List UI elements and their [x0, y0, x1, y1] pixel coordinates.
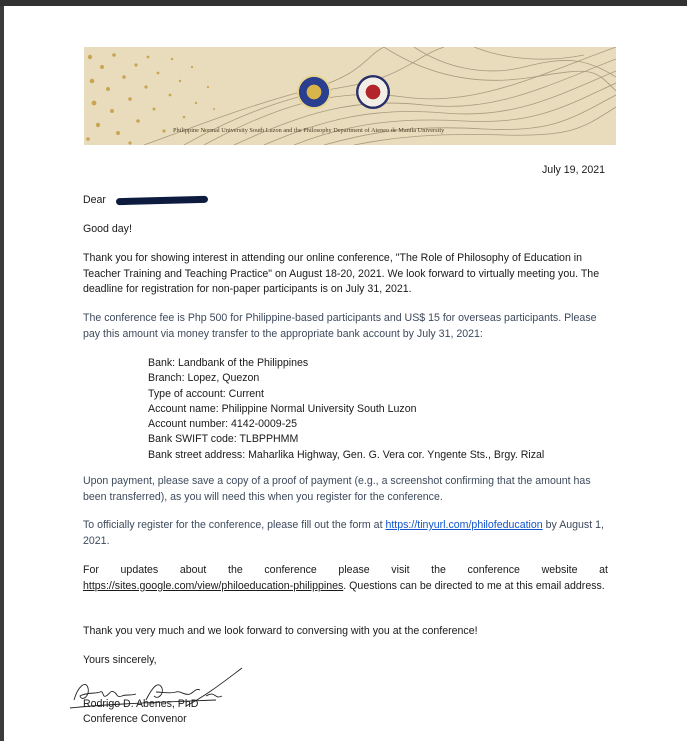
account-number: Account number: 4142-0009-25: [148, 418, 298, 431]
signer-title: Conference Convenor: [83, 713, 187, 725]
paragraph-intro: Thank you for showing interest in attending our online conference, "The Role of Philosophy of Education in Teacher Training and Teaching Practice" on August 18-20, 2021. We look forward to virtually meeting you. The deadline for registration for non-paper participants is on July 31, 2021.: [83, 252, 600, 295]
bank-name: Bank: Landbank of the Philippines: [148, 357, 309, 369]
account-type: Type of account: Current: [148, 387, 265, 400]
bank-branch: Branch: Lopez, Quezon: [148, 372, 260, 385]
paragraph-fee: The conference fee is Php 500 for Philippine-based participants and US$ 15 for overseas participants. Please pay this amount via money transfer to the appropriate bank account by July 31, 2021:: [83, 312, 597, 340]
paragraph-registration: [83, 518, 608, 549]
banner-caption: Philippine Normal University South Luzon and the Philosophy Department of Ateneo de Manila University: [173, 127, 445, 134]
registration-deadline-text: by August 1, 2021.: [83, 519, 604, 547]
bank-address: Bank street address: Maharlika Highway, Gen. G. Vera cor. Yngente Sts., Brgy. Rizal: [148, 448, 545, 461]
website-text: For updates about the conference please visit the conference website at: [83, 564, 608, 576]
paragraph-website: [83, 563, 608, 594]
redacted-name: [116, 196, 208, 205]
signer-name: Rodrigo D. Abenes, PhD: [83, 698, 199, 710]
questions-text: . Questions can be directed to me at this email address.: [343, 579, 605, 592]
letter-page: [4, 6, 687, 741]
ateneo-seal-icon: [356, 75, 390, 109]
greeting: Good day!: [83, 223, 132, 235]
letterhead-banner: [84, 47, 616, 145]
conference-website-link[interactable]: https://sites.google.com/view/philoeducation-philippines: [83, 579, 344, 592]
account-name: Account name: Philippine Normal University South Luzon: [148, 402, 417, 415]
paragraph-thanks: Thank you very much and we look forward to conversing with you at the conference!: [83, 625, 478, 637]
registration-text: To officially register for the conference, please fill out the form at: [83, 519, 386, 531]
university-seal-icon: [297, 75, 331, 109]
paragraph-payment-proof: Upon payment, please save a copy of a proof of payment (e.g., a screenshot confirming that the amount has been transferred), as you will need this when you register for the conference.: [83, 475, 591, 503]
letter-date: July 19, 2021: [542, 164, 606, 176]
bank-details: [148, 356, 544, 463]
registration-form-link[interactable]: https://tinyurl.com/philofeducation: [385, 519, 543, 531]
closing: Yours sincerely,: [83, 654, 157, 666]
salutation: Dear: [83, 194, 106, 206]
swift-code: Bank SWIFT code: TLBPPHMM: [148, 433, 299, 446]
